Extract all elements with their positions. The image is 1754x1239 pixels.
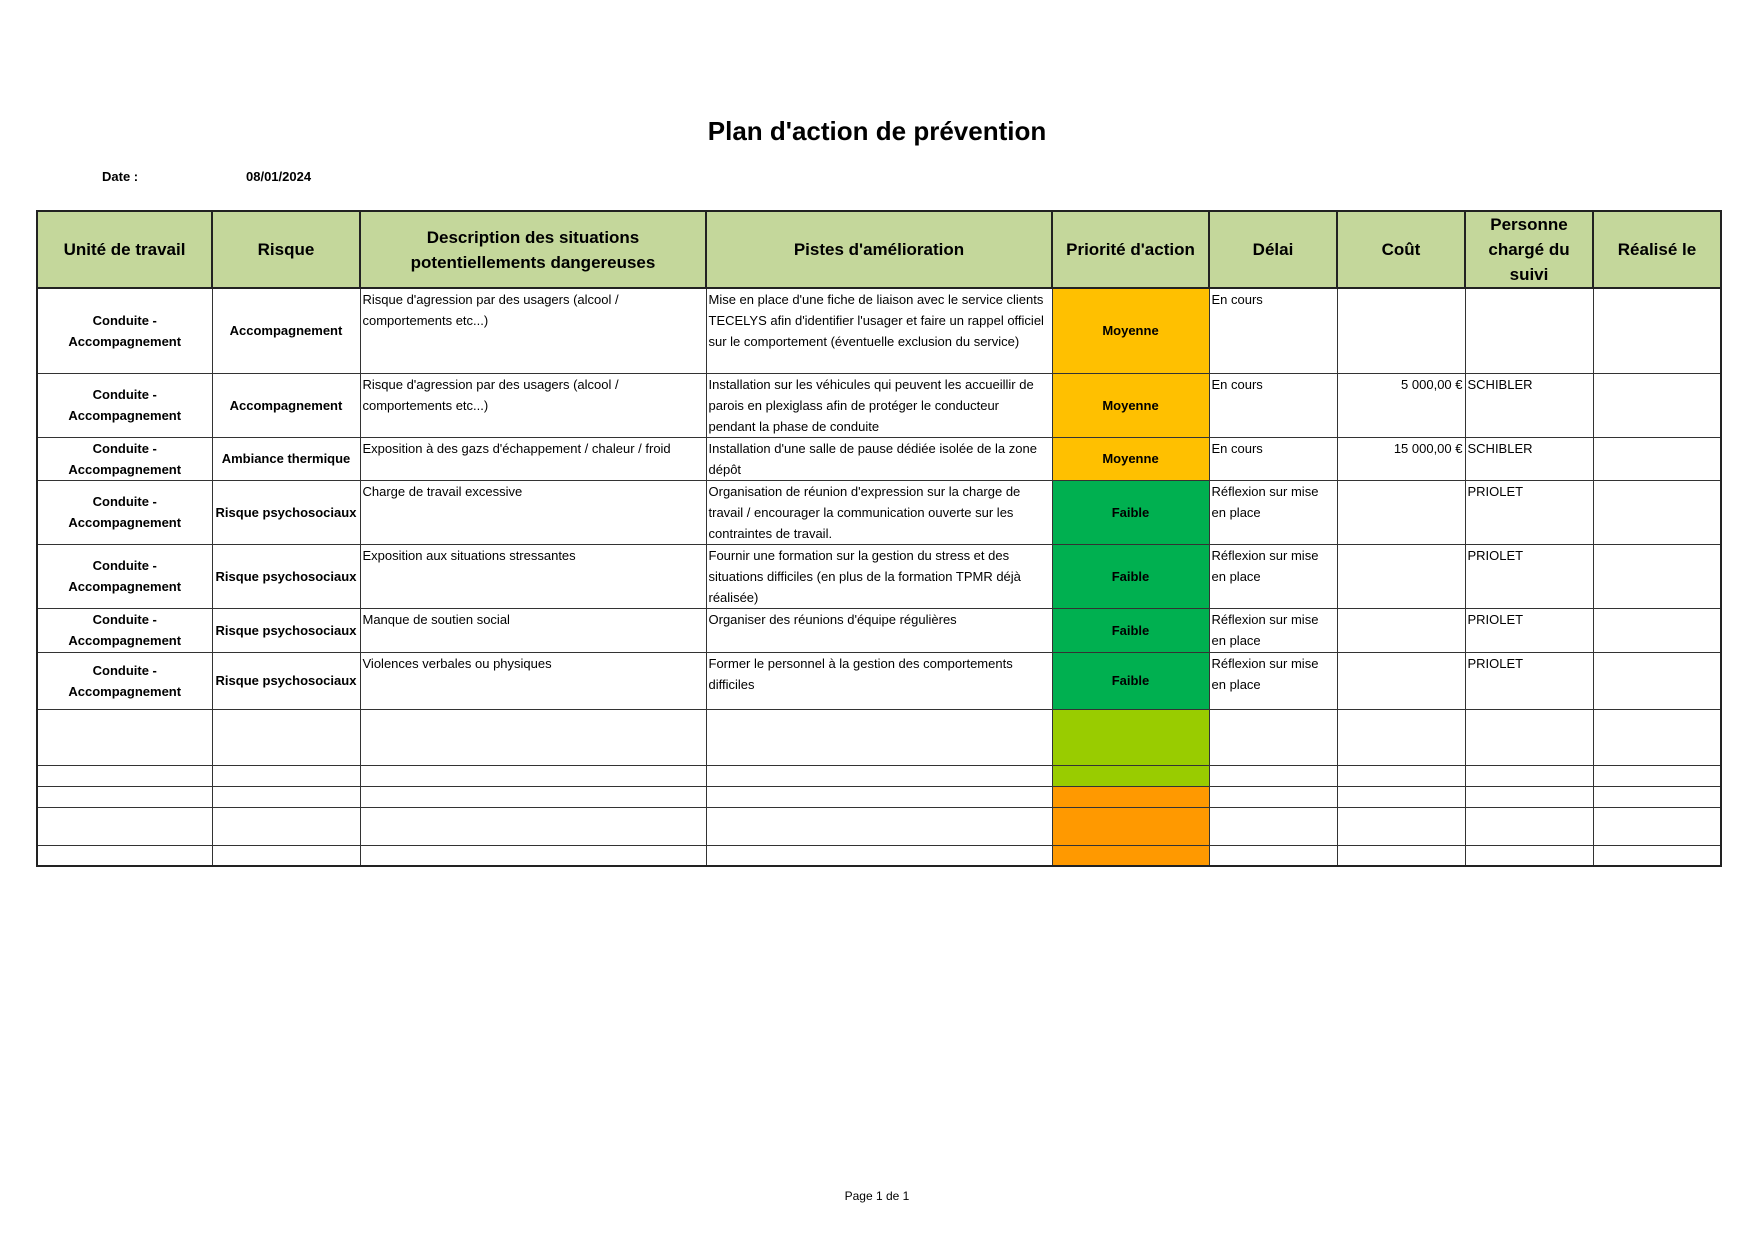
cell-unite: Conduite - Accompagnement <box>37 480 212 544</box>
cell-delai: Réflexion sur mise en place <box>1209 544 1337 608</box>
cell-pistes: Organiser des réunions d'équipe régulières <box>706 608 1052 652</box>
cell-pistes: Installation d'une salle de pause dédiée isolée de la zone dépôt <box>706 437 1052 480</box>
cell-pistes: Mise en place d'une fiche de liaison avec le service clients TECELYS afin d'identifier l'usager et faire un rappel officiel sur le comportement (éventuelle exclusion du service) <box>706 288 1052 373</box>
cell-cout: 5 000,00 € <box>1337 373 1465 437</box>
cell-risque: Risque psychosociaux <box>212 608 360 652</box>
column-header-personne: Personne chargé du suivi <box>1465 211 1593 288</box>
cell-unite: Conduite - Accompagnement <box>37 288 212 373</box>
cell-priorite: Moyenne <box>1052 373 1209 437</box>
empty-row <box>37 845 1721 866</box>
empty-cell <box>1465 765 1593 786</box>
action-plan-table <box>36 210 1722 867</box>
cell-description: Exposition aux situations stressantes <box>360 544 706 608</box>
empty-cell <box>1209 845 1337 866</box>
cell-unite: Conduite - Accompagnement <box>37 608 212 652</box>
column-header-risque: Risque <box>212 211 360 288</box>
empty-priority-cell <box>1052 845 1209 866</box>
cell-unite: Conduite - Accompagnement <box>37 652 212 709</box>
cell-cout <box>1337 544 1465 608</box>
empty-priority-cell <box>1052 765 1209 786</box>
empty-priority-cell <box>1052 786 1209 807</box>
empty-cell <box>212 765 360 786</box>
cell-personne: PRIOLET <box>1465 652 1593 709</box>
cell-risque: Risque psychosociaux <box>212 544 360 608</box>
cell-cout <box>1337 608 1465 652</box>
empty-cell <box>706 709 1052 765</box>
empty-cell <box>1337 786 1465 807</box>
column-header-description: Description des situations potentiellements dangereuses <box>360 211 706 288</box>
cell-delai: Réflexion sur mise en place <box>1209 480 1337 544</box>
page-footer: Page 1 de 1 <box>844 1189 910 1203</box>
empty-cell <box>1337 845 1465 866</box>
empty-cell <box>1593 845 1721 866</box>
empty-priority-cell <box>1052 807 1209 845</box>
empty-cell <box>1593 709 1721 765</box>
empty-cell <box>1337 709 1465 765</box>
empty-cell <box>360 786 706 807</box>
cell-realise <box>1593 544 1721 608</box>
empty-cell <box>1465 807 1593 845</box>
cell-unite: Conduite - Accompagnement <box>37 544 212 608</box>
cell-priorite: Faible <box>1052 652 1209 709</box>
cell-realise <box>1593 373 1721 437</box>
table-row <box>37 608 1721 652</box>
empty-cell <box>1209 786 1337 807</box>
empty-row <box>37 786 1721 807</box>
cell-description: Risque d'agression par des usagers (alcool / comportements etc...) <box>360 288 706 373</box>
empty-cell <box>1593 807 1721 845</box>
empty-cell <box>360 765 706 786</box>
empty-cell <box>706 765 1052 786</box>
empty-cell <box>360 845 706 866</box>
cell-pistes: Organisation de réunion d'expression sur la charge de travail / encourager la communication ouverte sur les contraintes de travail. <box>706 480 1052 544</box>
empty-cell <box>37 786 212 807</box>
empty-cell <box>706 845 1052 866</box>
empty-row <box>37 807 1721 845</box>
cell-cout: 15 000,00 € <box>1337 437 1465 480</box>
cell-risque: Ambiance thermique <box>212 437 360 480</box>
cell-description: Manque de soutien social <box>360 608 706 652</box>
column-header-priorite: Priorité d'action <box>1052 211 1209 288</box>
cell-realise <box>1593 480 1721 544</box>
cell-cout <box>1337 480 1465 544</box>
empty-cell <box>212 786 360 807</box>
cell-priorite: Faible <box>1052 544 1209 608</box>
cell-personne: SCHIBLER <box>1465 437 1593 480</box>
empty-cell <box>1209 765 1337 786</box>
empty-cell <box>1465 709 1593 765</box>
cell-personne: PRIOLET <box>1465 480 1593 544</box>
cell-personne: PRIOLET <box>1465 544 1593 608</box>
empty-row <box>37 765 1721 786</box>
column-header-cout: Coût <box>1337 211 1465 288</box>
date-value: 08/01/2024 <box>246 169 312 184</box>
empty-cell <box>1593 786 1721 807</box>
table-row <box>37 652 1721 709</box>
page-title: Plan d'action de prévention <box>707 116 1047 146</box>
table-row <box>37 544 1721 608</box>
cell-delai: En cours <box>1209 437 1337 480</box>
empty-cell <box>1337 765 1465 786</box>
cell-priorite: Faible <box>1052 608 1209 652</box>
cell-description: Violences verbales ou physiques <box>360 652 706 709</box>
cell-priorite: Faible <box>1052 480 1209 544</box>
cell-realise <box>1593 288 1721 373</box>
cell-pistes: Installation sur les véhicules qui peuvent les accueillir de parois en plexiglass afin de protéger le conducteur pendant la phase de conduite <box>706 373 1052 437</box>
cell-personne <box>1465 288 1593 373</box>
cell-unite: Conduite - Accompagnement <box>37 437 212 480</box>
empty-cell <box>706 807 1052 845</box>
empty-cell <box>1209 709 1337 765</box>
empty-cell <box>1465 845 1593 866</box>
cell-pistes: Former le personnel à la gestion des comportements difficiles <box>706 652 1052 709</box>
cell-unite: Conduite - Accompagnement <box>37 373 212 437</box>
cell-personne: PRIOLET <box>1465 608 1593 652</box>
empty-cell <box>706 786 1052 807</box>
empty-cell <box>37 765 212 786</box>
empty-cell <box>1337 807 1465 845</box>
column-header-delai: Délai <box>1209 211 1337 288</box>
cell-delai: En cours <box>1209 373 1337 437</box>
cell-delai: En cours <box>1209 288 1337 373</box>
cell-priorite: Moyenne <box>1052 437 1209 480</box>
cell-personne: SCHIBLER <box>1465 373 1593 437</box>
cell-risque: Accompagnement <box>212 373 360 437</box>
table-row <box>37 373 1721 437</box>
cell-priorite: Moyenne <box>1052 288 1209 373</box>
empty-cell <box>360 807 706 845</box>
cell-delai: Réflexion sur mise en place <box>1209 652 1337 709</box>
empty-cell <box>1593 765 1721 786</box>
empty-cell <box>1209 807 1337 845</box>
empty-cell <box>37 709 212 765</box>
cell-realise <box>1593 437 1721 480</box>
date-label: Date : <box>102 169 139 184</box>
cell-description: Risque d'agression par des usagers (alcool / comportements etc...) <box>360 373 706 437</box>
cell-cout <box>1337 652 1465 709</box>
cell-risque: Accompagnement <box>212 288 360 373</box>
cell-cout <box>1337 288 1465 373</box>
cell-delai: Réflexion sur mise en place <box>1209 608 1337 652</box>
cell-description: Charge de travail excessive <box>360 480 706 544</box>
cell-risque: Risque psychosociaux <box>212 652 360 709</box>
cell-description: Exposition à des gazs d'échappement / chaleur / froid <box>360 437 706 480</box>
empty-row <box>37 709 1721 765</box>
cell-realise <box>1593 608 1721 652</box>
column-header-unite: Unité de travail <box>37 211 212 288</box>
empty-cell <box>37 807 212 845</box>
column-header-realise: Réalisé le <box>1593 211 1721 288</box>
table-row <box>37 480 1721 544</box>
column-header-pistes: Pistes d'amélioration <box>706 211 1052 288</box>
empty-cell <box>1465 786 1593 807</box>
empty-cell <box>212 807 360 845</box>
table-row <box>37 288 1721 373</box>
empty-cell <box>37 845 212 866</box>
empty-cell <box>212 845 360 866</box>
empty-cell <box>212 709 360 765</box>
empty-cell <box>360 709 706 765</box>
cell-realise <box>1593 652 1721 709</box>
empty-priority-cell <box>1052 709 1209 765</box>
table-row <box>37 437 1721 480</box>
cell-pistes: Fournir une formation sur la gestion du stress et des situations difficiles (en plus de la formation TPMR déjà réalisée) <box>706 544 1052 608</box>
cell-risque: Risque psychosociaux <box>212 480 360 544</box>
table-header-row <box>37 211 1721 288</box>
